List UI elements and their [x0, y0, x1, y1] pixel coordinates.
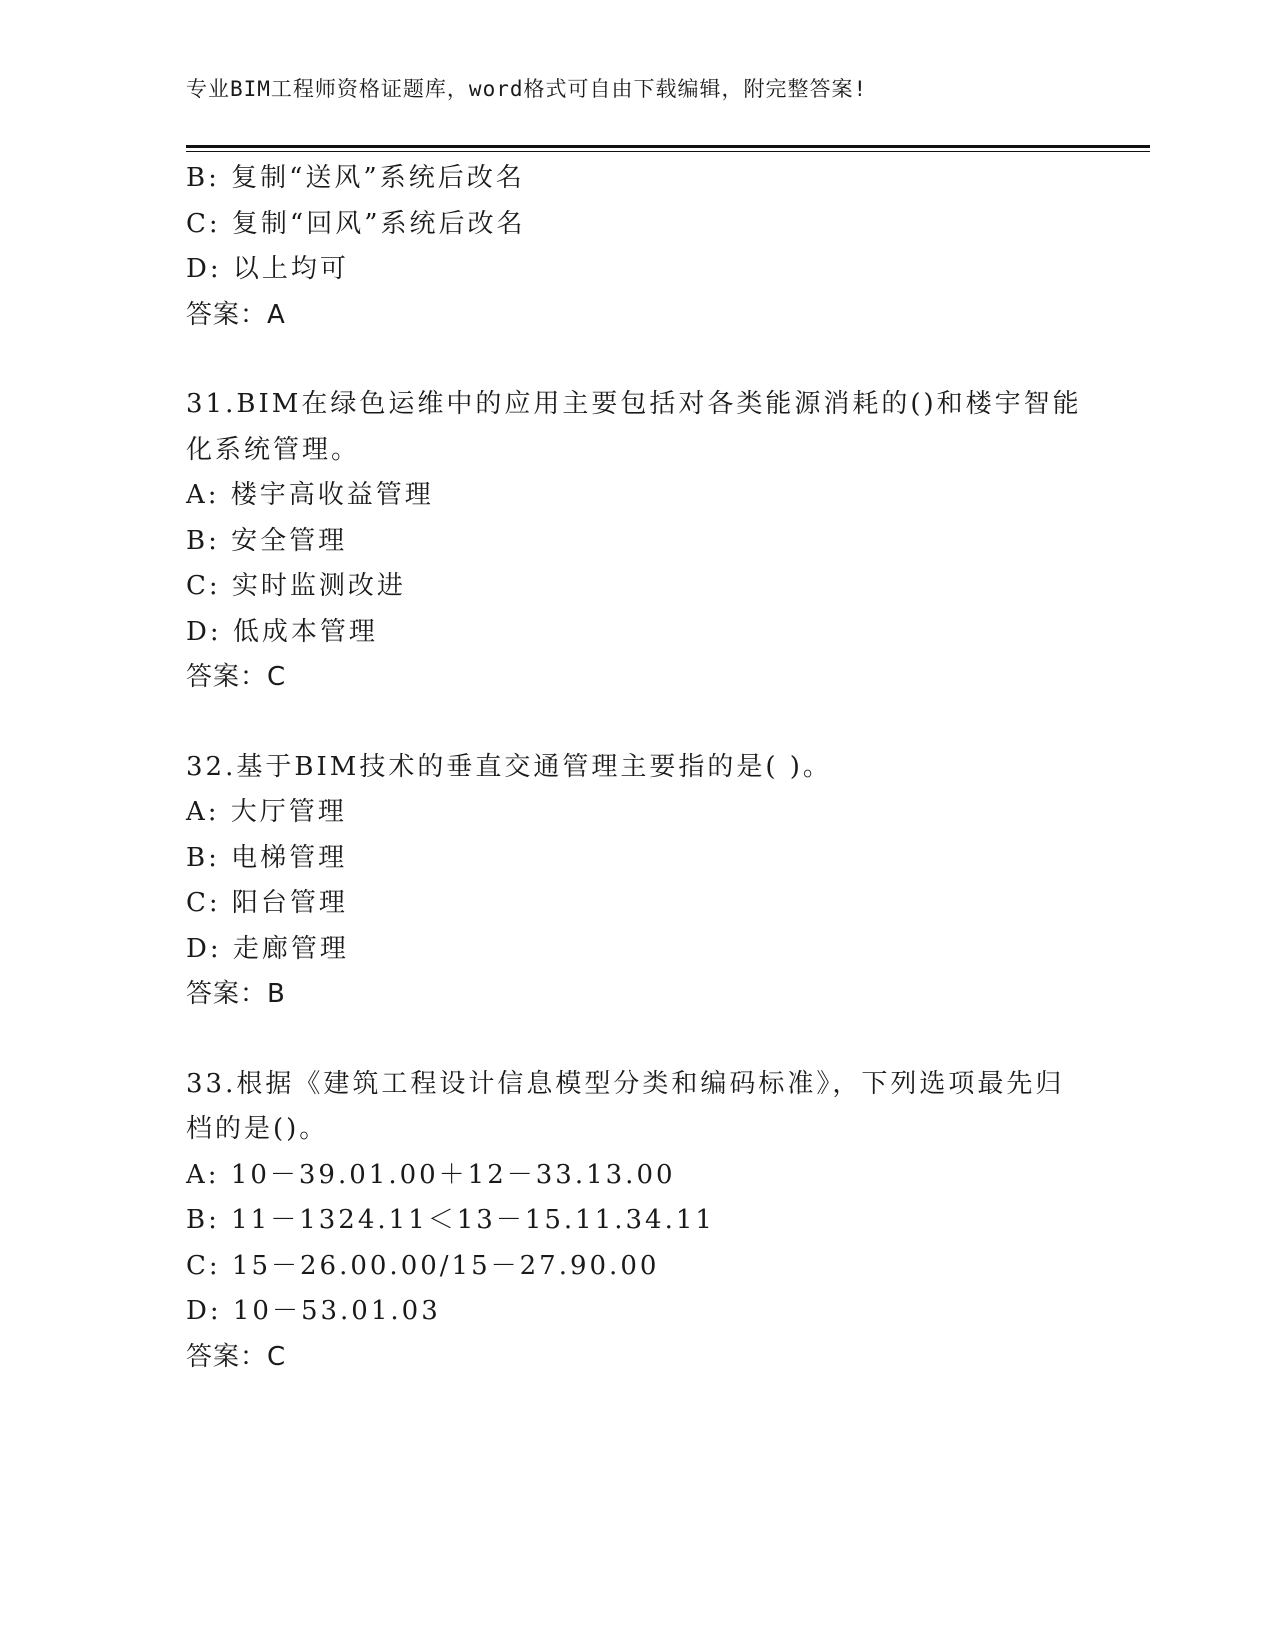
option-a: A: 大厅管理 [186, 797, 347, 827]
option-d: D: 以上均可 [186, 254, 349, 284]
answer-line: 答案：A [186, 299, 286, 330]
option-b: B: 电梯管理 [186, 842, 348, 873]
option-b: B: 复制“送风”系统后改名 [186, 163, 525, 193]
question-stem: 档的是()。 [186, 1114, 329, 1144]
question-stem: 31.BIM在绿色运维中的应用主要包括对各类能源消耗的()和楼宇智能 [186, 389, 1082, 419]
question-stem: 32.基于BIM技术的垂直交通管理主要指的是( )。 [186, 751, 832, 782]
document-body [186, 156, 1086, 1380]
answer-line: 答案：C [186, 662, 287, 692]
option-c: C: 15－26.00.00/15－27.90.00 [186, 1250, 660, 1281]
page-header: 专业BIM工程师资格证题库，word格式可自由下载编辑，附完整答案! [186, 77, 868, 101]
option-c: C: 复制“回风”系统后改名 [186, 208, 526, 239]
option-a: A: 楼宇高收益管理 [186, 480, 434, 510]
answer-line: 答案：C [186, 1341, 287, 1372]
option-b: B: 11－1324.11＜13－15.11.34.11 [186, 1205, 715, 1235]
header-rule-thick [186, 145, 1150, 148]
header-rule-thin [186, 151, 1150, 152]
question-31 [186, 382, 1086, 701]
answer-line: 答案：B [186, 979, 286, 1009]
option-d: D: 低成本管理 [186, 616, 378, 647]
option-d: D: 10－53.01.03 [186, 1296, 441, 1326]
option-a: A: 10－39.01.00＋12－33.13.00 [186, 1159, 676, 1190]
question-stem: 33.根据《建筑工程设计信息模型分类和编码标准》，下列选项最先归 [186, 1068, 1065, 1099]
option-c: C: 阳台管理 [186, 888, 348, 918]
question-stem: 化系统管理。 [186, 434, 361, 465]
option-b: B: 安全管理 [186, 525, 348, 556]
question-33 [186, 1062, 1086, 1381]
option-d: D: 走廊管理 [186, 933, 349, 964]
question-30-continued [186, 156, 1086, 338]
question-32 [186, 745, 1086, 1018]
option-c: C: 实时监测改进 [186, 571, 406, 601]
